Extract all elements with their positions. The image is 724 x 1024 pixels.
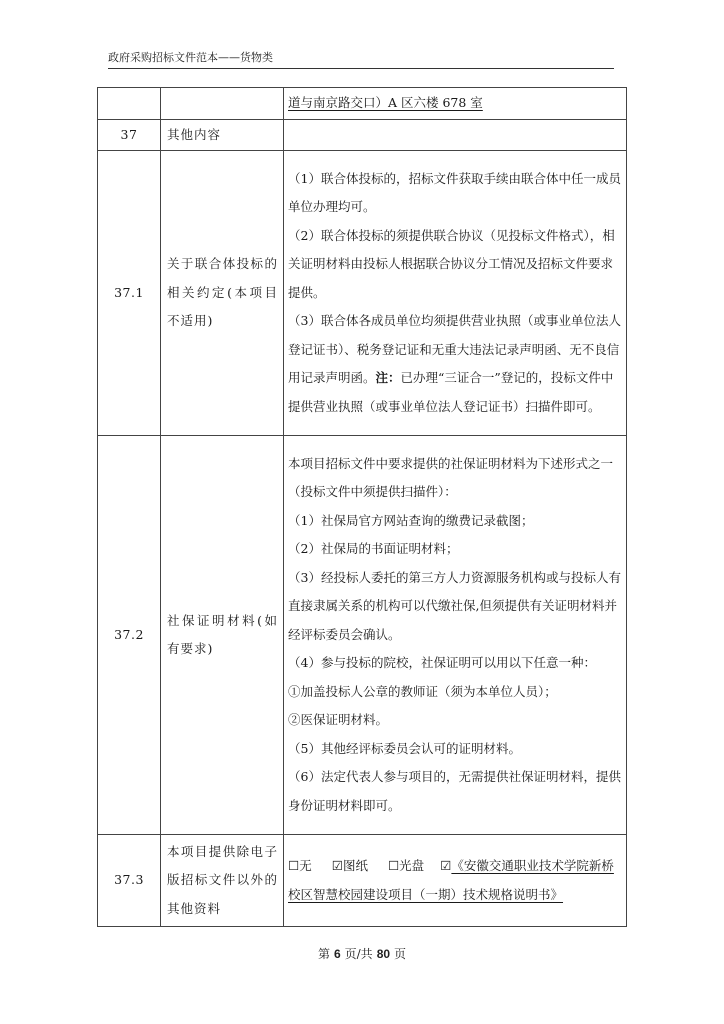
paragraph: （1）联合体投标的，招标文件获取手续由联合体中任一成员单位办理均可。 bbox=[288, 170, 621, 215]
clause-number bbox=[98, 88, 161, 120]
table-row bbox=[98, 88, 627, 120]
footer-prefix: 第 bbox=[317, 947, 330, 961]
clause-label: 社保证明材料(如有要求) bbox=[161, 436, 284, 835]
address-text: 道与南京路交口）A 区六楼 678 室 bbox=[288, 95, 483, 111]
table-row bbox=[98, 120, 627, 151]
table-row bbox=[98, 835, 627, 927]
clause-label: 本项目提供除电子版招标文件以外的其他资料 bbox=[161, 835, 284, 927]
footer-suffix: 页 bbox=[394, 947, 407, 961]
paragraph: ①加盖投标人公章的教师证（须为本单位人员）； bbox=[288, 683, 557, 699]
note-label: 注： bbox=[375, 370, 401, 386]
paragraph: （1）社保局官方网站查询的缴费记录截图； bbox=[288, 512, 534, 528]
option-none[interactable] bbox=[288, 858, 312, 873]
document-title: 政府采购招标文件范本——货物类 bbox=[108, 51, 273, 64]
clause-content bbox=[284, 151, 627, 436]
clause-label: 关于联合体投标的相关约定(本项目不适用) bbox=[161, 151, 284, 436]
paragraph: 本项目招标文件中要求提供的社保证明材料为下述形式之一（投标文件中须提供扫描件）： bbox=[288, 455, 614, 500]
unchecked-box-icon: ☐ bbox=[387, 858, 400, 873]
paragraph: （3）经投标人委托的第三方人力资源服务机构或与投标人有直接隶属关系的机构可以代缴社保,但须提供有关证明材料并经评标委员会确认。 bbox=[288, 569, 621, 642]
clause-number: 37 bbox=[98, 120, 161, 151]
checked-box-icon: ☑ bbox=[331, 858, 343, 873]
paragraph: ②医保证明材料。 bbox=[288, 712, 389, 728]
total-pages: 80 bbox=[376, 947, 391, 961]
clause-label bbox=[161, 88, 284, 120]
page-footer bbox=[0, 945, 724, 962]
clause-number: 37.3 bbox=[98, 835, 161, 927]
clause-content bbox=[284, 436, 627, 835]
footer-middle: 页/共 bbox=[344, 947, 373, 961]
option-label: 无 bbox=[299, 858, 312, 873]
clause-number: 37.1 bbox=[98, 151, 161, 436]
option-disc[interactable] bbox=[388, 858, 424, 873]
option-label: 《安徽交通职业技术学院新桥校区智慧校园建设项目（一期）技术规格说明书》 bbox=[288, 858, 614, 902]
option-label: 光盘 bbox=[399, 858, 425, 873]
table-row bbox=[98, 436, 627, 835]
paragraph: （5）其他经评标委员会认可的证明材料。 bbox=[288, 740, 521, 756]
paragraph-text: （3）联合体各成员单位均须提供营业执照（或事业单位法人登记证书）、税务登记证和无重大违法记录声明函、无不良信用记录声明函。 bbox=[288, 313, 621, 386]
table-row bbox=[98, 151, 627, 436]
paragraph: （2）联合体投标的须提供联合协议（见投标文件格式），相关证明材料由投标人根据联合协议分工情况及招标文件要求提供。 bbox=[288, 227, 615, 300]
page-header bbox=[108, 50, 614, 69]
clause-content bbox=[284, 88, 627, 120]
clause-label: 其他内容 bbox=[161, 120, 284, 151]
unchecked-box-icon: ☐ bbox=[288, 858, 300, 873]
paragraph bbox=[288, 307, 622, 421]
note-text: 已办理“三证合一”登记的，投标文件中提供营业执照（或事业单位法人登记证书）扫描件即可。 bbox=[288, 370, 614, 414]
clause-number: 37.2 bbox=[98, 436, 161, 835]
paragraph: （2）社保局的书面证明材料； bbox=[288, 541, 459, 557]
clause-table bbox=[97, 87, 627, 927]
page-number: 6 bbox=[333, 947, 341, 961]
clause-content bbox=[284, 120, 627, 151]
option-drawings[interactable] bbox=[332, 858, 368, 873]
option-label: 图纸 bbox=[342, 858, 368, 873]
checked-box-icon: ☑ bbox=[440, 858, 452, 873]
paragraph: （6）法定代表人参与项目的，无需提供社保证明材料，提供身份证明材料即可。 bbox=[288, 769, 621, 813]
clause-content bbox=[284, 835, 627, 927]
paragraph: （4）参与投标的院校，社保证明可以用以下任意一种： bbox=[288, 655, 596, 671]
